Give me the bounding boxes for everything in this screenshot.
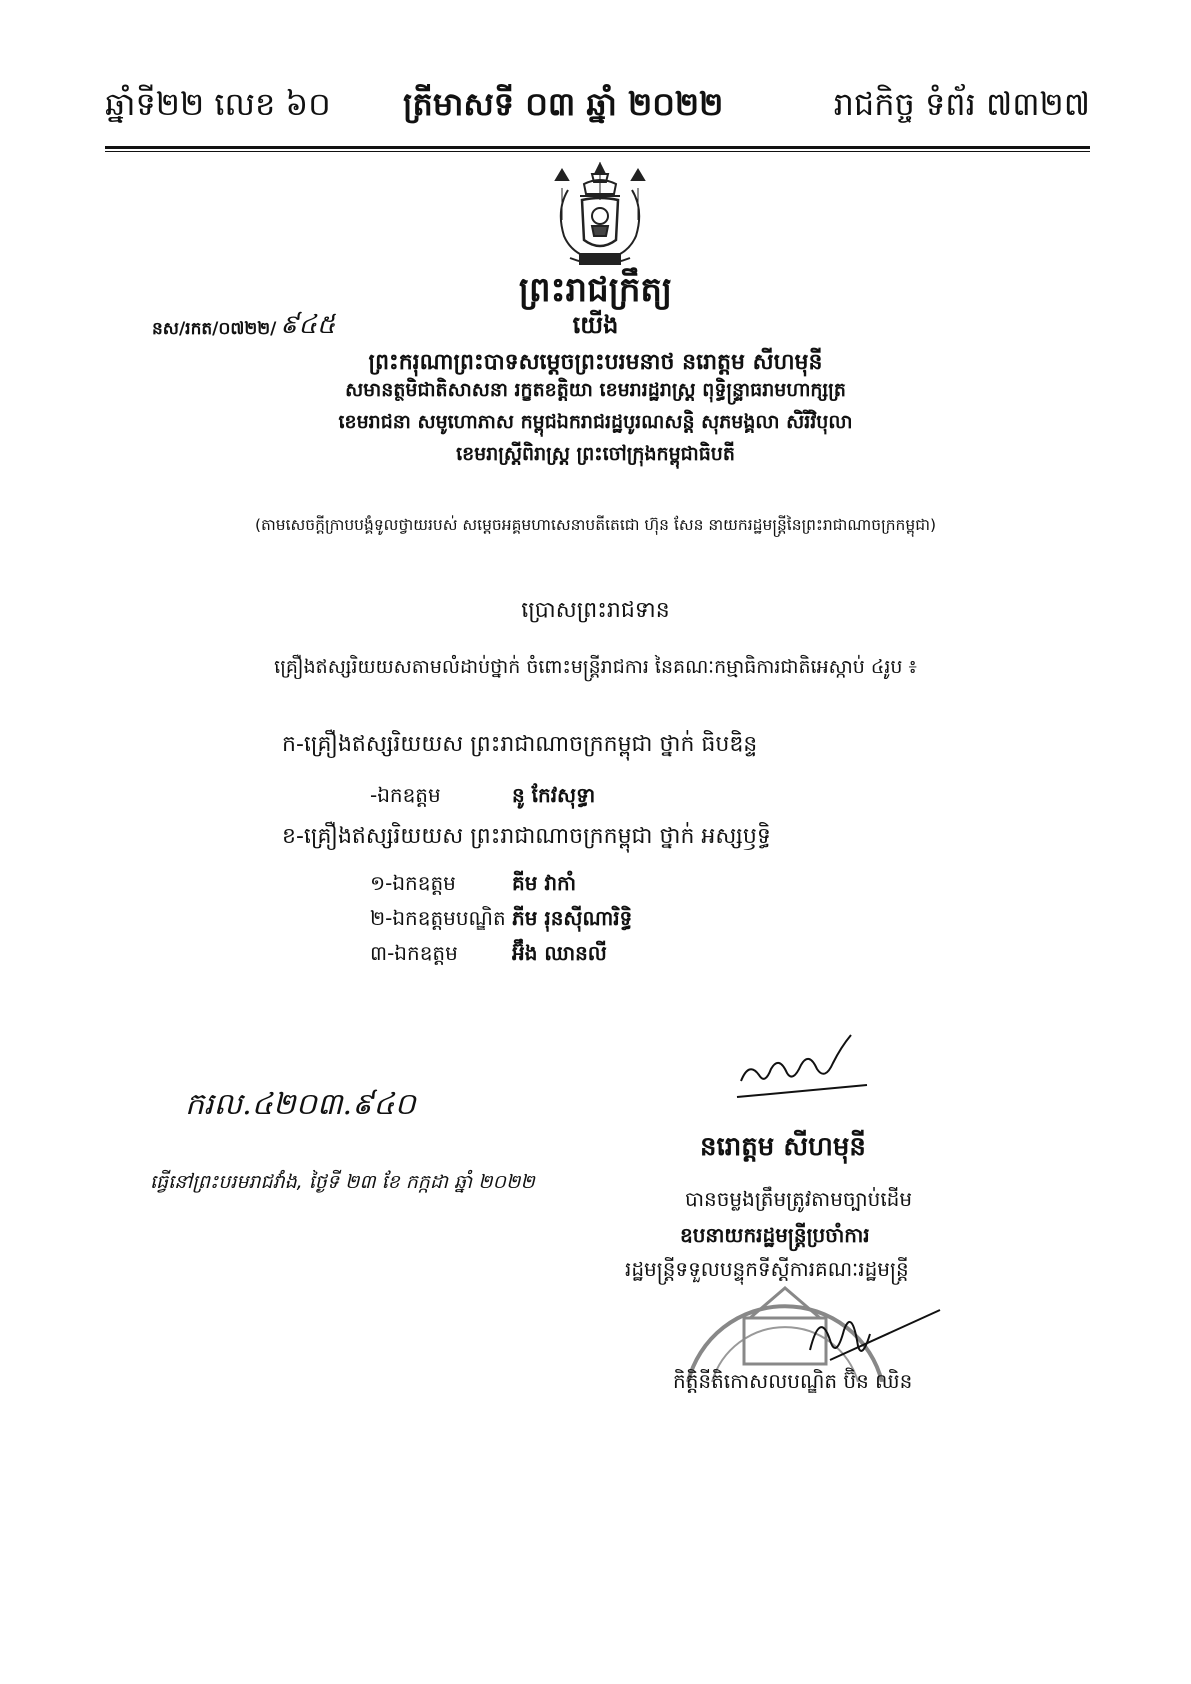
- decree-heading: ប្រោសព្រះរាជទាន: [521, 598, 670, 623]
- header-rule-thin: [105, 151, 1090, 152]
- proposal-note: (តាមសេចក្តីក្រាបបង្គំទូលថ្វាយរបស់ សម្តេចអគ្គមហាសេនាបតីតេជោ ហ៊ុន សែន នាយករដ្ឋមន្ត្រីនៃព្រះរាជាណាចក្រកម្ពុជា): [254, 516, 937, 534]
- gazette-year-issue: ឆ្នាំទី២២ លេខ ៦០: [105, 85, 331, 123]
- countersign-minister-title: រដ្ឋមន្ត្រីទទួលបន្ទុកទីស្តីការគណៈរដ្ឋមន្ត្រី: [625, 1257, 909, 1281]
- header-rule: [105, 146, 1090, 149]
- section-b-entry-3-name: អ៊ឹង ឈានលី: [512, 941, 607, 965]
- king-signature: [735, 1025, 875, 1105]
- gazette-header: [105, 84, 1090, 144]
- section-a-entry-name: នូ កែវសុទ្ធា: [512, 783, 596, 807]
- handwritten-registration-code: ករល.៤២០៣.៩៤០: [185, 1087, 416, 1122]
- section-b-entry-1-name: គីម វាកាំ: [512, 871, 577, 895]
- reference-handwritten-number: ៩៤៥: [280, 310, 336, 340]
- countersign-deputy-pm: ឧបនាយករដ្ឋមន្ត្រីប្រចាំការ: [680, 1223, 870, 1247]
- king-name: នរោត្តម សីហមុនី: [700, 1132, 866, 1162]
- minister-signature: [800, 1290, 950, 1380]
- reference-number: នស/រកត/០៧២២/: [152, 319, 277, 339]
- gazette-quarter: ត្រីមាសទី ០៣ ឆ្នាំ ២០២២: [403, 85, 724, 123]
- decree-intro: គ្រឿងឥស្សរិយយសតាមលំដាប់ថ្នាក់ ចំពោះមន្ត្រីរាជការ នៃគណៈកម្មាធិការជាតិអេស្កាប់ ៤រូប ៖: [274, 656, 917, 678]
- king-title-line-3: ខេមរាជនា សមូហោភាស កម្ពុជឯករាជរដ្ឋបូរណសន្តិ សុភមង្គលា សិរីវិបុលា: [338, 411, 853, 433]
- king-title-line-2: សមានត្ថមិជាតិសាសនា រក្ខតខត្តិយា ខេមរារដ្ឋរាស្ត្រ ពុទ្ធិន្ទ្រាធរាមហាក្សត្រ: [345, 379, 846, 401]
- section-b-entry-1-rank: ១-ឯកឧត្តម: [370, 871, 456, 895]
- king-title-line-1: ព្រះករុណាព្រះបាទសម្តេចព្រះបរមនាថ នរោត្តម សីហមុនី: [368, 350, 823, 375]
- king-title-line-4: ខេមរាស្ត្រីពិរាស្ត្រ ព្រះចៅក្រុងកម្ពុជាធិបតី: [456, 443, 735, 465]
- gazette-page: រាជកិច្ច ទំព័រ ៧៣២៧: [833, 85, 1090, 123]
- we-heading: យើង: [572, 311, 619, 339]
- document-title: ព្រះរាជក្រឹត្យ: [518, 270, 673, 310]
- section-b-title: ខ-គ្រឿងឥស្សរិយយស ព្រះរាជាណាចក្រកម្ពុជា ថ្នាក់ អស្សឫទ្ធិ: [282, 824, 771, 849]
- section-b-entry-2-name: ភីម រុនស៊ីណារិទ្ធិ: [512, 906, 633, 930]
- royal-arms-emblem-icon: [540, 160, 660, 272]
- countersign-certified-copy: បានចម្លងត្រឹមត្រូវតាមច្បាប់ដើម: [685, 1187, 913, 1211]
- section-a-entry-rank: -ឯកឧត្តម: [370, 783, 441, 807]
- date-place: ធ្វើនៅព្រះបរមរាជវាំង, ថ្ងៃទី ២៣ ខែ កក្កដា ឆ្នាំ ២០២២: [150, 1171, 535, 1193]
- countersign-minister-name: កិត្តិនីតិកោសលបណ្ឌិត ប៊ិន ឈិន: [673, 1369, 913, 1393]
- section-b-entry-2-rank: ២-ឯកឧត្តមបណ្ឌិត: [370, 906, 506, 930]
- section-b-entry-3-rank: ៣-ឯកឧត្តម: [370, 941, 458, 965]
- section-a-title: ក-គ្រឿងឥស្សរិយយស ព្រះរាជាណាចក្រកម្ពុជា ថ្នាក់ ធិបឌិន្ទ: [282, 732, 758, 757]
